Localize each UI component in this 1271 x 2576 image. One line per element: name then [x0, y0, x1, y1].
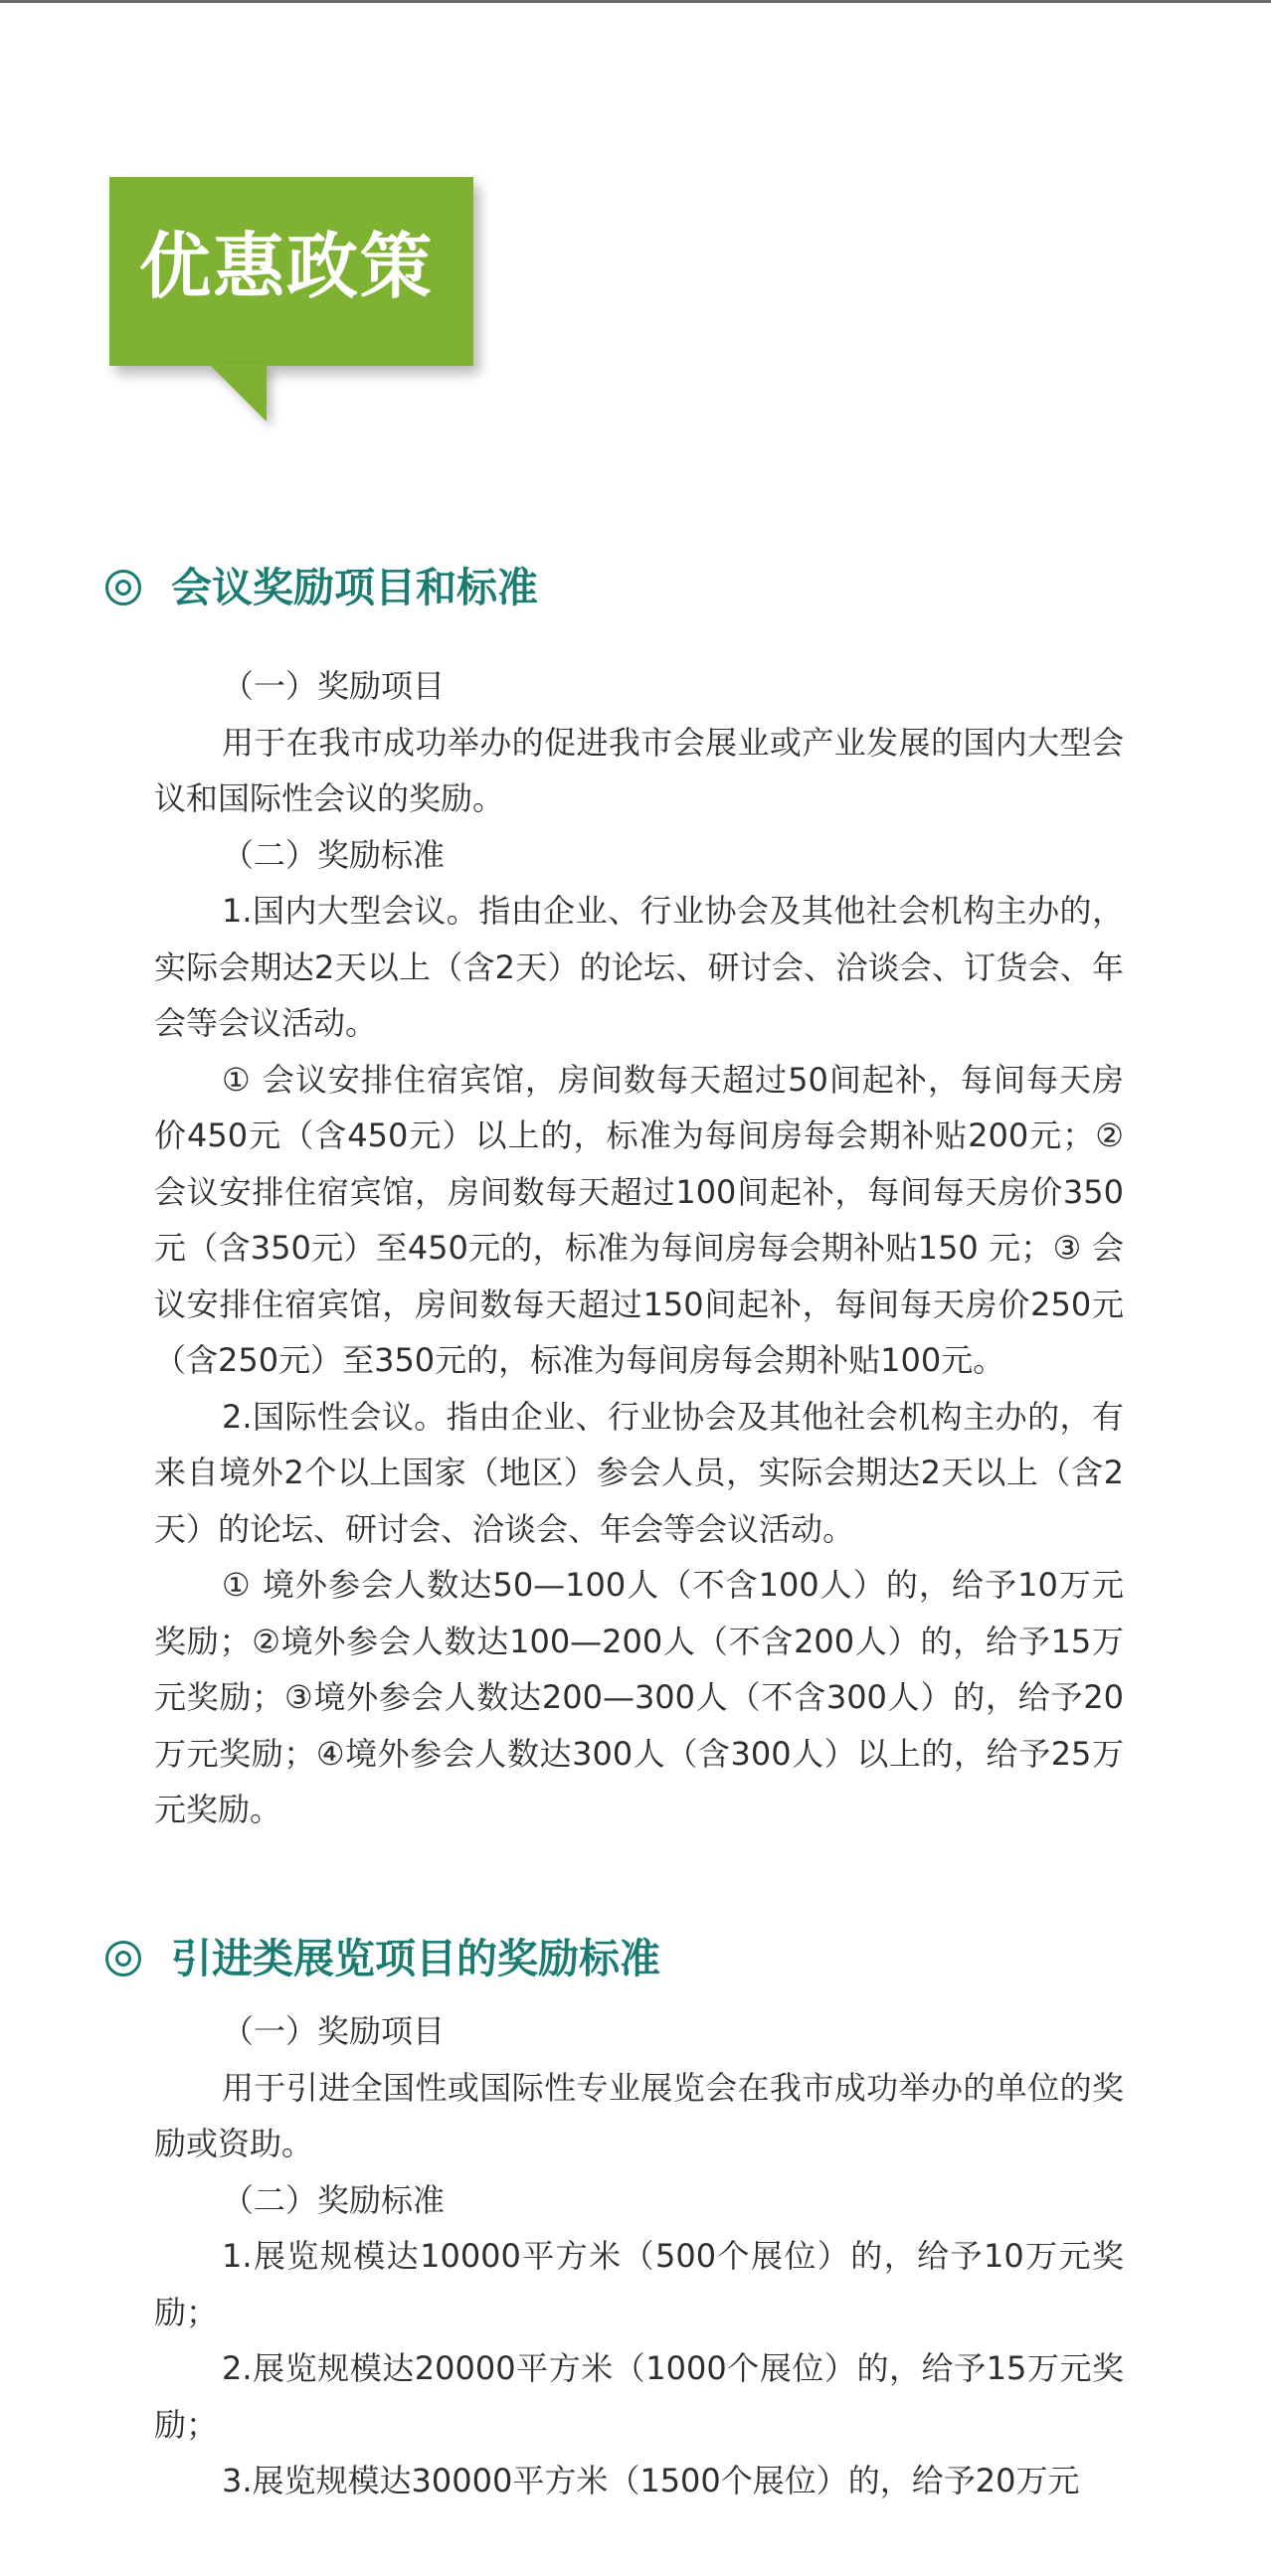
- title-badge-tail: [209, 364, 267, 422]
- section-title: 引进类展览项目的奖励标准: [171, 1935, 660, 1982]
- page-title: 优惠政策: [139, 225, 435, 308]
- paragraph: 1.展览规模达10000平方米（500个展位）的，给予10万元奖励；: [154, 2237, 1124, 2331]
- paragraph: 3.展览规模达30000平方米（1500个展位）的，给予20万元: [222, 2462, 1080, 2499]
- bullseye-icon: [105, 570, 141, 605]
- paragraph: 用于引进全国性或国际性专业展览会在我市成功举办的单位的奖励或资助。: [154, 2068, 1124, 2162]
- section-title: 会议奖励项目和标准: [171, 564, 538, 611]
- paragraph: （一）奖励项目: [222, 2012, 446, 2050]
- section-heading-exhibition: [105, 1929, 660, 1988]
- top-rule: [0, 0, 1271, 3]
- bullseye-icon: [105, 1941, 141, 1976]
- section-body-exhibition: [154, 2003, 1124, 2509]
- paragraph: 2.展览规模达20000平方米（1000个展位）的，给予15万元奖励；: [154, 2349, 1124, 2444]
- paragraph: （一）奖励项目: [222, 667, 446, 705]
- paragraph: 1.国内大型会议。指由企业、行业协会及其他社会机构主办的，实际会期达2天以上（含2天）的论坛、研讨会、洽谈会、订货会、年会等会议活动。: [154, 892, 1124, 1042]
- section-body-meeting: [154, 658, 1124, 1838]
- paragraph: 2.国际性会议。指由企业、行业协会及其他社会机构主办的，有来自境外2个以上国家（地区）参会人员，实际会期达2天以上（含2天）的论坛、研讨会、洽谈会、年会等会议活动。: [154, 1397, 1124, 1548]
- paragraph: （二）奖励标准: [222, 2180, 446, 2219]
- paragraph: 用于在我市成功举办的促进我市会展业或产业发展的国内大型会议和国际性会议的奖励。: [154, 723, 1124, 817]
- section-heading-meeting: [105, 558, 538, 617]
- paragraph: ① 会议安排住宿宾馆，房间数每天超过50间起补，每间每天房价450元（含450元）以上的，标准为每间房每会期补贴200元；② 会议安排住宿宾馆，房间数每天超过100间起补，每间每天房价350元（含350元）至450元的，标准为每间房每会期补贴150 元；③ 会议安排住宿宾馆，房间数每天超过150间起补，每间每天房价250元（含250元）至350元的，标准为每间房每会期补贴100元。: [154, 1060, 1124, 1379]
- title-badge: [109, 177, 473, 366]
- paragraph: ① 境外参会人数达50—100人（不含100人）的，给予10万元奖励；②境外参会人数达100—200人（不含200人）的，给予15万元奖励；③境外参会人数达200—300人（不含300人）的，给予20万元奖励；④境外参会人数达300人（含300人）以上的，给予25万元奖励。: [154, 1566, 1124, 1828]
- paragraph: （二）奖励标准: [222, 835, 446, 874]
